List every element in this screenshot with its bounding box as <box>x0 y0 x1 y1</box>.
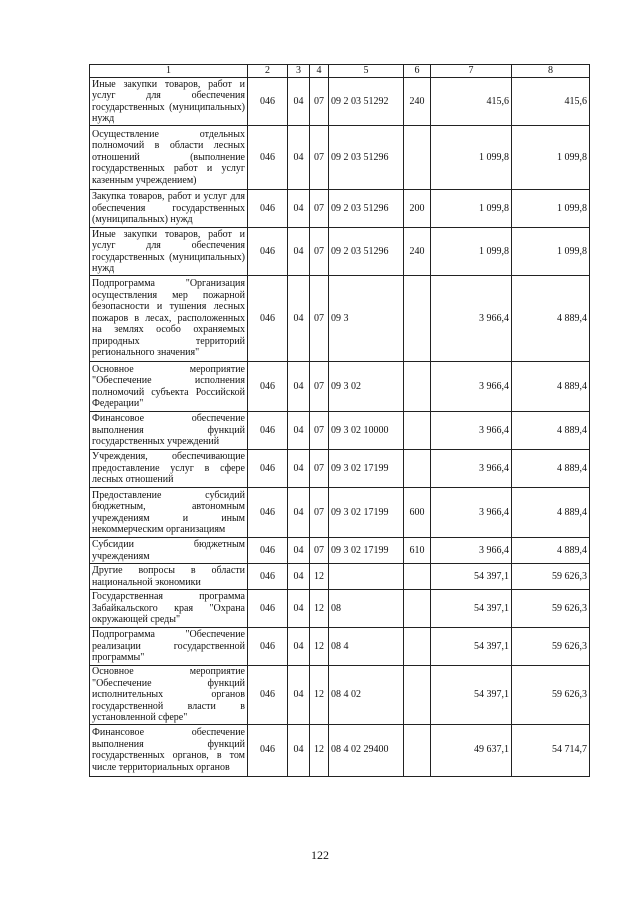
row-target-article: 09 2 03 51292 <box>329 78 404 126</box>
row-name: Финансовое обеспечение выполнения функций государственных органов, в том числе территориальных органов <box>90 724 248 776</box>
row-expense-type <box>404 276 431 362</box>
row-grbs: 046 <box>248 126 288 190</box>
row-amount-2: 4 889,4 <box>512 276 590 362</box>
table-row <box>90 538 590 564</box>
table-row <box>90 628 590 666</box>
row-subsection: 07 <box>310 538 329 564</box>
row-subsection: 07 <box>310 190 329 228</box>
header-cell-2: 2 <box>248 65 288 78</box>
row-amount-1: 3 966,4 <box>431 450 512 488</box>
row-section: 04 <box>288 362 310 412</box>
row-name: Осуществление отдельных полномочий в области лесных отношений (выполнение государственных работ и услуг казенным учреждением) <box>90 126 248 190</box>
table-row <box>90 488 590 538</box>
row-name: Подпрограмма "Обеспечение реализации государственной программы" <box>90 628 248 666</box>
table-body <box>90 78 590 777</box>
row-subsection: 07 <box>310 276 329 362</box>
row-name: Иные закупки товаров, работ и услуг для обеспечения государственных (муниципальных) нужд <box>90 228 248 276</box>
row-grbs: 046 <box>248 228 288 276</box>
row-section: 04 <box>288 190 310 228</box>
table-row <box>90 724 590 776</box>
row-section: 04 <box>288 628 310 666</box>
table-row <box>90 276 590 362</box>
row-amount-2: 54 714,7 <box>512 724 590 776</box>
table-row <box>90 666 590 725</box>
row-grbs: 046 <box>248 412 288 450</box>
row-name: Учреждения, обеспечивающие предоставление услуг в сфере лесных отношений <box>90 450 248 488</box>
row-name: Другие вопросы в области национальной экономики <box>90 564 248 590</box>
row-target-article: 08 4 02 <box>329 666 404 725</box>
row-subsection: 12 <box>310 590 329 628</box>
row-amount-2: 4 889,4 <box>512 412 590 450</box>
row-section: 04 <box>288 228 310 276</box>
row-section: 04 <box>288 564 310 590</box>
row-section: 04 <box>288 538 310 564</box>
row-target-article: 08 4 <box>329 628 404 666</box>
table-row <box>90 126 590 190</box>
header-row <box>90 65 590 78</box>
row-grbs: 046 <box>248 628 288 666</box>
row-name: Иные закупки товаров, работ и услуг для обеспечения государственных (муниципальных) нужд <box>90 78 248 126</box>
row-subsection: 07 <box>310 450 329 488</box>
row-amount-2: 59 626,3 <box>512 628 590 666</box>
row-amount-1: 54 397,1 <box>431 666 512 725</box>
row-expense-type: 600 <box>404 488 431 538</box>
row-target-article: 09 2 03 51296 <box>329 190 404 228</box>
row-name: Подпрограмма "Организация осуществления мер пожарной безопасности и тушения лесных пожаров в лесах, расположенных на землях особо охраняемых природных территорий регионального значения" <box>90 276 248 362</box>
row-target-article: 09 3 <box>329 276 404 362</box>
table-row <box>90 190 590 228</box>
row-target-article: 08 4 02 29400 <box>329 724 404 776</box>
row-expense-type: 240 <box>404 228 431 276</box>
row-expense-type <box>404 724 431 776</box>
row-section: 04 <box>288 126 310 190</box>
row-amount-1: 1 099,8 <box>431 126 512 190</box>
row-amount-2: 4 889,4 <box>512 488 590 538</box>
row-amount-1: 415,6 <box>431 78 512 126</box>
header-cell-1: 1 <box>90 65 248 78</box>
row-name: Предоставление субсидий бюджетным, автономным учреждениям и иным некоммерческим организациям <box>90 488 248 538</box>
row-grbs: 046 <box>248 362 288 412</box>
row-amount-2: 1 099,8 <box>512 228 590 276</box>
table-row <box>90 590 590 628</box>
row-target-article: 09 3 02 17199 <box>329 538 404 564</box>
row-section: 04 <box>288 724 310 776</box>
table-row <box>90 564 590 590</box>
row-amount-1: 3 966,4 <box>431 488 512 538</box>
row-amount-2: 1 099,8 <box>512 190 590 228</box>
row-amount-1: 3 966,4 <box>431 412 512 450</box>
table-row <box>90 412 590 450</box>
row-target-article: 09 2 03 51296 <box>329 126 404 190</box>
row-expense-type: 200 <box>404 190 431 228</box>
row-subsection: 12 <box>310 628 329 666</box>
row-amount-1: 3 966,4 <box>431 362 512 412</box>
row-amount-1: 1 099,8 <box>431 228 512 276</box>
header-cell-5: 5 <box>329 65 404 78</box>
row-expense-type <box>404 564 431 590</box>
row-amount-1: 54 397,1 <box>431 628 512 666</box>
row-target-article: 09 2 03 51296 <box>329 228 404 276</box>
table-row <box>90 362 590 412</box>
row-expense-type: 610 <box>404 538 431 564</box>
row-amount-2: 59 626,3 <box>512 590 590 628</box>
table-row <box>90 78 590 126</box>
row-amount-1: 54 397,1 <box>431 590 512 628</box>
row-section: 04 <box>288 450 310 488</box>
row-expense-type <box>404 126 431 190</box>
row-grbs: 046 <box>248 488 288 538</box>
row-name: Закупка товаров, работ и услуг для обеспечения государственных (муниципальных) нужд <box>90 190 248 228</box>
row-section: 04 <box>288 78 310 126</box>
row-section: 04 <box>288 590 310 628</box>
page-number: 122 <box>311 848 329 862</box>
row-amount-2: 59 626,3 <box>512 666 590 725</box>
row-amount-1: 3 966,4 <box>431 276 512 362</box>
row-amount-2: 415,6 <box>512 78 590 126</box>
budget-table <box>89 64 590 777</box>
row-expense-type <box>404 590 431 628</box>
row-amount-2: 4 889,4 <box>512 538 590 564</box>
row-target-article: 09 3 02 <box>329 362 404 412</box>
row-name: Основное мероприятие "Обеспечение функций исполнительных органов государственной власти в установленной сфере" <box>90 666 248 725</box>
row-subsection: 07 <box>310 412 329 450</box>
row-amount-1: 54 397,1 <box>431 564 512 590</box>
row-grbs: 046 <box>248 564 288 590</box>
row-section: 04 <box>288 276 310 362</box>
row-subsection: 12 <box>310 724 329 776</box>
row-subsection: 07 <box>310 126 329 190</box>
row-subsection: 07 <box>310 362 329 412</box>
row-amount-1: 1 099,8 <box>431 190 512 228</box>
header-cell-3: 3 <box>288 65 310 78</box>
row-subsection: 07 <box>310 488 329 538</box>
row-target-article: 09 3 02 17199 <box>329 488 404 538</box>
row-name: Субсидии бюджетным учреждениям <box>90 538 248 564</box>
header-cell-4: 4 <box>310 65 329 78</box>
row-amount-2: 4 889,4 <box>512 450 590 488</box>
row-grbs: 046 <box>248 590 288 628</box>
row-grbs: 046 <box>248 724 288 776</box>
row-expense-type <box>404 362 431 412</box>
row-grbs: 046 <box>248 538 288 564</box>
table-row <box>90 228 590 276</box>
row-grbs: 046 <box>248 450 288 488</box>
row-subsection: 12 <box>310 666 329 725</box>
row-amount-1: 3 966,4 <box>431 538 512 564</box>
row-grbs: 046 <box>248 190 288 228</box>
row-amount-1: 49 637,1 <box>431 724 512 776</box>
row-name: Основное мероприятие "Обеспечение исполнения полномочий субъекта Российской Федерации" <box>90 362 248 412</box>
row-name: Государственная программа Забайкальского края "Охрана окружающей среды" <box>90 590 248 628</box>
row-section: 04 <box>288 488 310 538</box>
row-expense-type: 240 <box>404 78 431 126</box>
row-target-article: 08 <box>329 590 404 628</box>
header-cell-8: 8 <box>512 65 590 78</box>
row-target-article: 09 3 02 17199 <box>329 450 404 488</box>
row-target-article: 09 3 02 10000 <box>329 412 404 450</box>
row-section: 04 <box>288 412 310 450</box>
row-expense-type <box>404 666 431 725</box>
row-grbs: 046 <box>248 78 288 126</box>
row-section: 04 <box>288 666 310 725</box>
row-target-article <box>329 564 404 590</box>
table-header <box>90 65 590 78</box>
row-name: Финансовое обеспечение выполнения функций государственных учреждений <box>90 412 248 450</box>
row-grbs: 046 <box>248 666 288 725</box>
header-cell-7: 7 <box>431 65 512 78</box>
row-expense-type <box>404 628 431 666</box>
table-row <box>90 450 590 488</box>
row-amount-2: 59 626,3 <box>512 564 590 590</box>
row-subsection: 07 <box>310 228 329 276</box>
row-amount-2: 1 099,8 <box>512 126 590 190</box>
row-subsection: 07 <box>310 78 329 126</box>
row-subsection: 12 <box>310 564 329 590</box>
header-cell-6: 6 <box>404 65 431 78</box>
row-expense-type <box>404 412 431 450</box>
row-expense-type <box>404 450 431 488</box>
row-amount-2: 4 889,4 <box>512 362 590 412</box>
row-grbs: 046 <box>248 276 288 362</box>
